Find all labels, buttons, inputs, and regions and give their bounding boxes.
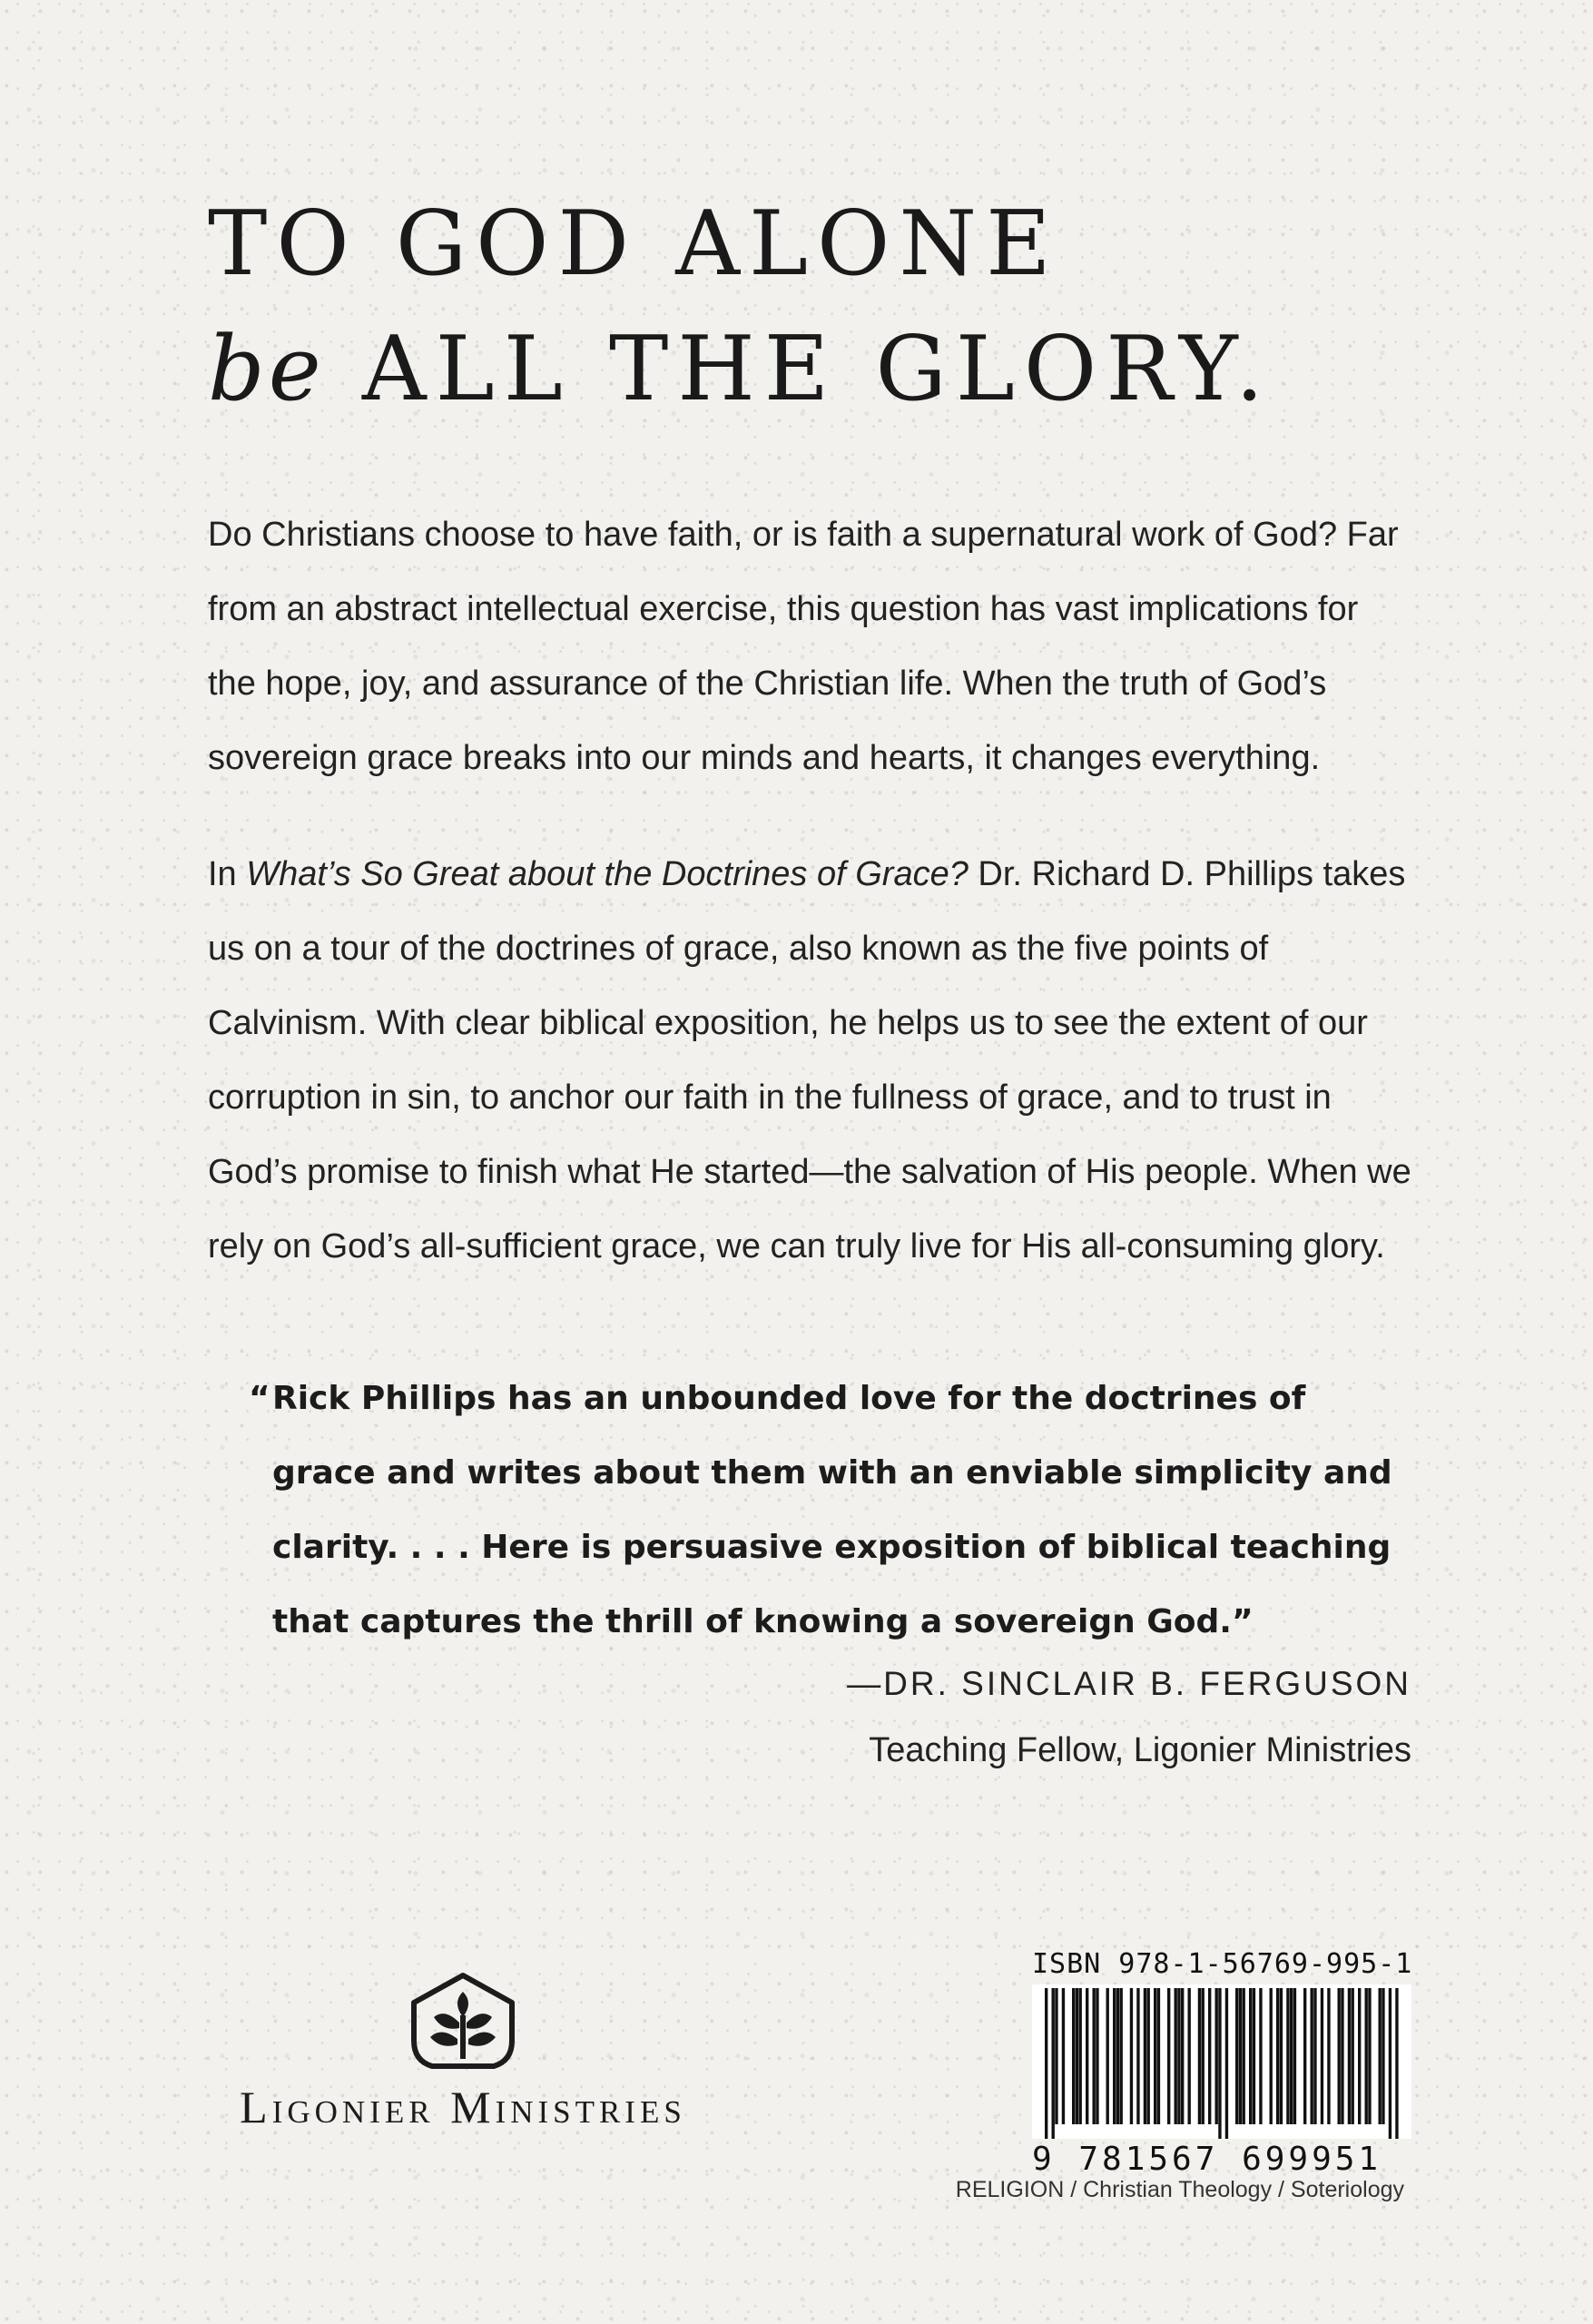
barcode-bar	[1188, 1988, 1191, 2124]
barcode-bar	[1175, 1988, 1177, 2124]
headline	[208, 182, 1388, 432]
barcode-bar	[1055, 1988, 1057, 2124]
barcode-bar	[1358, 1988, 1361, 2124]
barcode-bar	[1327, 1988, 1330, 2124]
barcode-bar	[1062, 1988, 1065, 2124]
ligonier-tree-icon	[407, 1972, 519, 2070]
barcode-bar	[1079, 1988, 1082, 2124]
barcode-bar	[1352, 1988, 1354, 2124]
barcode-bar	[1113, 1988, 1116, 2124]
barcode-bar	[1072, 1988, 1075, 2124]
barcode-bar	[1348, 1988, 1351, 2124]
endorsement-text: Rick Phillips has an unbounded love for the doctrines of grace and writes about them with an enviable simplicity and clarity. . . . Here is persuasive exposition of biblical teaching that captures the thrill of knowing a sovereign God.”	[272, 1380, 1392, 1640]
barcode-bar	[1389, 1988, 1391, 2139]
barcode-bar	[1235, 1988, 1238, 2124]
paragraph-2-body: Dr. Richard D. Phillips takes us on a tour of the doctrines of grace, also known as the five points of Calvinism. With clear biblical exposition, he helps us to see the extent of our corruption in sin, to anchor our faith in the fullness of grace, and to trust in God’s promise to finish what He started—the salvation of His people. When we rely on God’s all-sufficient grace, we can truly live for His all-consuming glory.	[208, 855, 1411, 1265]
barcode-bar	[1321, 1988, 1323, 2124]
barcode-bar	[1215, 1988, 1218, 2124]
publisher-name: Ligonier Ministries	[240, 2082, 686, 2132]
isbn-number: ISBN 978-1-56769-995-1	[1032, 1948, 1413, 1980]
barcode-bar	[1218, 1988, 1221, 2139]
barcode-box	[1032, 1984, 1411, 2139]
barcode-digits: 9 781567 699951	[1032, 2141, 1382, 2178]
barcode-bar	[1276, 1988, 1279, 2124]
barcode-bar	[1177, 1988, 1180, 2124]
barcode-bar	[1136, 1988, 1139, 2124]
endorsement-quote	[249, 1362, 1414, 1659]
barcode-bar	[1154, 1988, 1156, 2124]
barcode-bar	[1167, 1988, 1170, 2124]
barcode-bar	[1106, 1988, 1109, 2124]
barcode-bar	[1286, 1988, 1289, 2124]
barcode-bar	[1198, 1988, 1201, 2124]
description-paragraph-1: Do Christians choose to have faith, or is faith a supernatural work of God? Far from an abstract intellectual exercise, this question has vast implications for the hope, joy, and assurance of the Christian life. When the truth of God’s sovereign grace breaks into our minds and hearts, it changes everything.	[208, 516, 1399, 777]
barcode-bar	[1259, 1988, 1262, 2124]
barcode-bar	[1379, 1988, 1382, 2124]
barcode-bar	[1243, 1988, 1245, 2124]
barcode-bar	[1144, 1988, 1146, 2124]
book-title: What’s So Great about the Doctrines of Grace?	[246, 855, 969, 893]
barcode-bar	[1395, 1988, 1398, 2139]
endorser-name: —DR. SINCLAIR B. FERGUSON	[847, 1665, 1411, 1702]
barcode-bar	[1313, 1988, 1316, 2124]
barcode-bar	[1096, 1988, 1098, 2124]
barcode-bar	[1280, 1988, 1283, 2124]
barcode-bar	[1311, 1988, 1313, 2124]
barcode-bar	[1157, 1988, 1160, 2124]
barcode-bar	[1225, 1988, 1228, 2139]
barcode-bar	[1052, 1988, 1055, 2139]
book-category: RELIGION / Christian Theology / Soteriology	[955, 2177, 1404, 2202]
barcode-bar	[1181, 1988, 1184, 2124]
barcode-bar	[1076, 1988, 1078, 2124]
barcode-bar	[1253, 1988, 1255, 2124]
open-quote-mark: “	[249, 1380, 270, 1417]
barcode-bar	[1086, 1988, 1088, 2124]
headline-line-2-text: ALL THE GLORY.	[361, 318, 1273, 421]
barcode-block	[1032, 1948, 1413, 2178]
barcode-bar	[1365, 1988, 1368, 2124]
barcode-bar	[1382, 1988, 1384, 2124]
barcode-bar	[1093, 1988, 1096, 2124]
barcode-bar	[1338, 1988, 1341, 2124]
barcode-bar	[1208, 1988, 1211, 2124]
barcode-bar	[1293, 1988, 1296, 2124]
barcode-bar	[1249, 1988, 1252, 2124]
barcode-bar	[1147, 1988, 1150, 2124]
description-paragraph-2	[208, 837, 1415, 1284]
headline-line-2	[208, 307, 1388, 432]
endorsement-attribution	[847, 1647, 1411, 1779]
barcode-bar	[1202, 1988, 1205, 2124]
endorser-title: Teaching Fellow, Ligonier Ministries	[869, 1731, 1411, 1769]
headline-italic-word: be	[208, 318, 325, 421]
barcode-bar	[1116, 1988, 1119, 2124]
barcode-bar	[1341, 1988, 1343, 2124]
barcode-bar	[1368, 1988, 1371, 2124]
barcode-bar	[1290, 1988, 1293, 2124]
barcode-bar	[1120, 1988, 1123, 2124]
paragraph-2-intro: In	[208, 855, 237, 893]
barcode-bar	[1239, 1988, 1242, 2124]
barcode-graphic	[1032, 1984, 1411, 2139]
barcode-bar	[1045, 1988, 1047, 2139]
headline-line-1: TO GOD ALONE	[208, 192, 1060, 296]
barcode-bar	[1270, 1988, 1273, 2124]
barcode-bar	[1303, 1988, 1306, 2124]
barcode-bar	[1130, 1988, 1133, 2124]
